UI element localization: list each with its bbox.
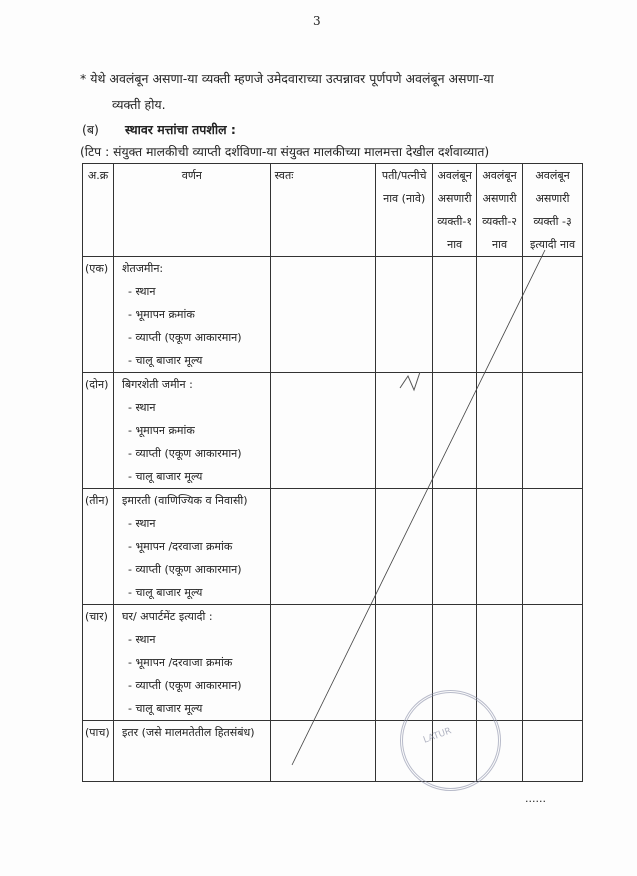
page-number: 3 — [313, 14, 321, 28]
note-line-1: * येथे अवलंबून असणा-या व्यक्ती म्हणजे उमेदवाराच्या उत्पन्नावर पूर्णपणे अवलंबून असणा-या — [80, 71, 494, 86]
row-number: (दोन) — [83, 373, 114, 489]
header-dependent-1: अवलंबून असणारी व्यक्ती-१ नाव — [433, 164, 477, 257]
description-line: - स्थान — [127, 633, 156, 646]
description-line: इतर (जसे मालमतेतील हितसंबंध) — [121, 726, 255, 739]
row-number: (पाच) — [83, 721, 114, 782]
section-title: स्थावर मत्तांचा तपशील : — [125, 122, 236, 137]
header-dependent-2: अवलंबून असणारी व्यक्ती-२ नाव — [477, 164, 523, 257]
description-line: - चालू बाजार मूल्य — [127, 702, 203, 715]
description-line: - स्थान — [127, 401, 156, 414]
description-line: - व्याप्ती (एकूण आकारमान) — [127, 563, 242, 576]
description-line: - भूमापन क्रमांक — [127, 424, 195, 437]
description-line: - स्थान — [127, 517, 156, 530]
description-line: - व्याप्ती (एकूण आकारमान) — [127, 447, 242, 460]
description-line: - चालू बाजार मूल्य — [127, 586, 203, 599]
description-line: - चालू बाजार मूल्य — [127, 470, 203, 483]
header-description: वर्णन — [113, 164, 270, 257]
header-spouse: पती/पत्नीचे नाव (नावे) — [376, 164, 433, 257]
note-line-2: व्यक्ती होय. — [112, 97, 166, 112]
header-self: स्वतः — [270, 164, 376, 257]
header-serial: अ.क्र — [83, 164, 114, 257]
header-dependent-3: अवलंबून असणारी व्यक्ती -३ इत्यादी नाव — [523, 164, 583, 257]
description-line: - स्थान — [127, 285, 156, 298]
description-line: - भूमापन /दरवाजा क्रमांक — [127, 540, 233, 553]
section-label: (ब) — [82, 122, 99, 137]
footer-mark: ...... — [525, 792, 546, 805]
description-line: इमारती (वाणिज्यिक व निवासी) — [121, 494, 248, 507]
description-line: - भूमापन क्रमांक — [127, 308, 195, 321]
row-number: (एक) — [83, 257, 114, 373]
row-number: (तीन) — [83, 489, 114, 605]
tip-note: (टिप : संयुक्त मालकीची व्याप्ती दर्शविणा-या संयुक्त मालकीच्या मालमत्ता देखील दर्शवाव्यात) — [80, 145, 490, 159]
description-line: - व्याप्ती (एकूण आकारमान) — [127, 331, 242, 344]
description-line: बिगरशेती जमीन : — [121, 378, 193, 391]
official-stamp: LATUR — [400, 690, 501, 791]
description-line: - चालू बाजार मूल्य — [127, 354, 203, 367]
description-line: घर/ अपार्टमेंट इत्यादी : — [121, 610, 213, 623]
row-number: (चार) — [83, 605, 114, 721]
description-line: - भूमापन /दरवाजा क्रमांक — [127, 656, 233, 669]
description-line: - व्याप्ती (एकूण आकारमान) — [127, 679, 242, 692]
description-line: शेतजमीन: — [121, 262, 164, 275]
